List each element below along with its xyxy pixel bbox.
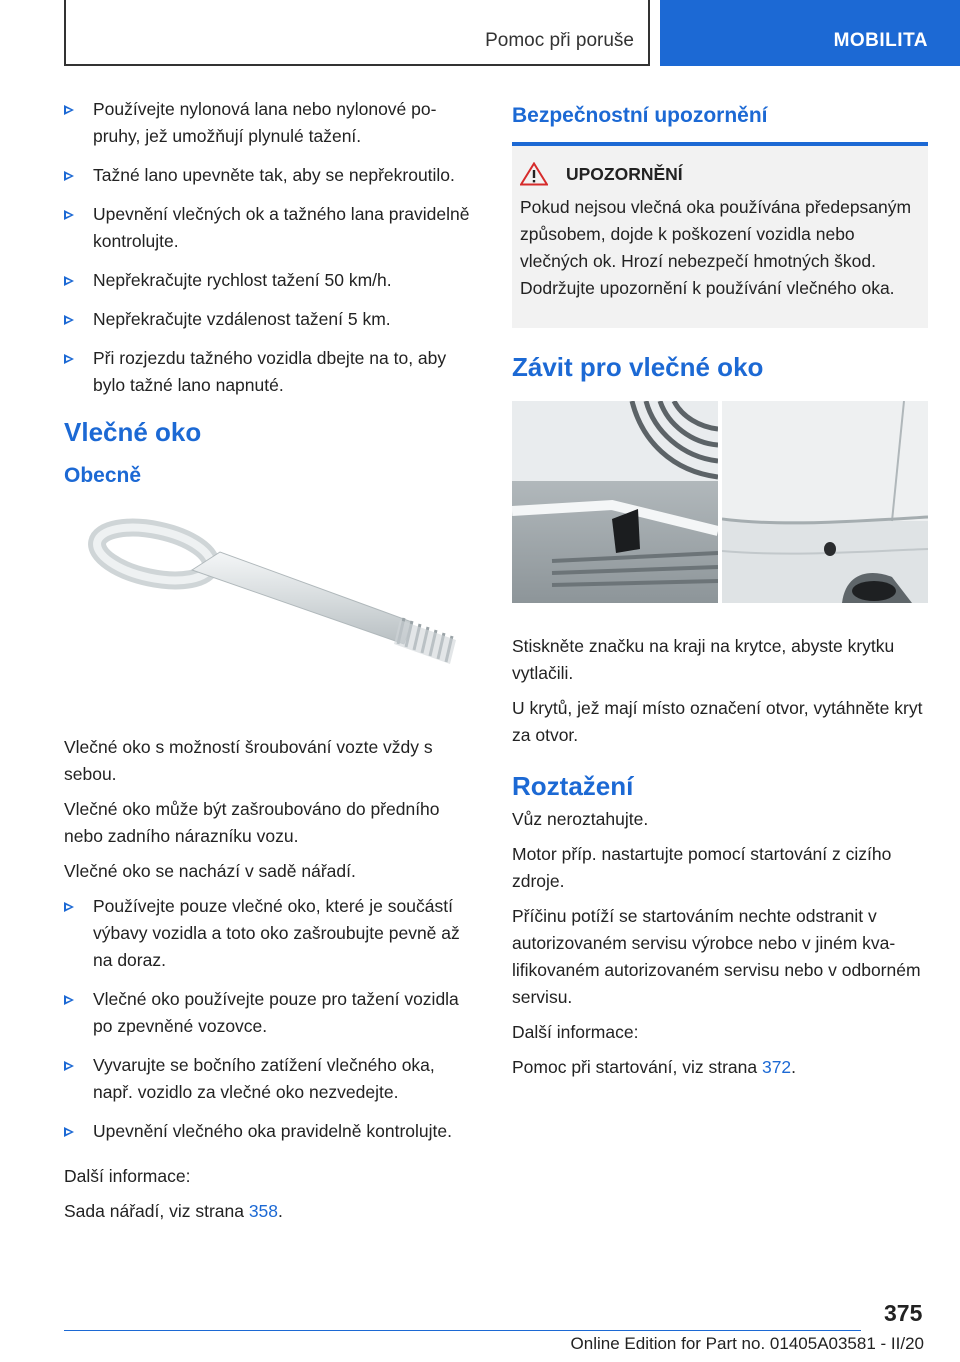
- section-tab: [64, 0, 650, 66]
- section-heading: Závit pro vlečné oko: [512, 352, 764, 382]
- list-item: Tažné lano upevněte tak, aby se nepřekroutilo.: [64, 162, 476, 189]
- list-item: Používejte pouze vlečné oko, které je součástí výbavy vozidla a toto oko zašroubujte pevně až na doraz.: [64, 893, 476, 974]
- triangle-bullet-icon: [64, 171, 74, 181]
- paragraph: Příčinu potíží se startováním nechte odstranit v autorizovaném servisu výrobce nebo v jiném kvalifikovaném autorizovaném servisu nebo v odborném servisu.: [512, 906, 921, 1007]
- bumper-photos: [512, 401, 928, 603]
- warning-box: [512, 146, 928, 328]
- footer-divider: [64, 1330, 861, 1331]
- list-item: Upevnění vlečného oka pravidelně kontrolujte.: [64, 1118, 476, 1145]
- warning-header: [520, 162, 920, 186]
- list-item: Při rozjezdu tažného vozidla dbejte na to, aby bylo tažné lano napnuté.: [64, 345, 476, 399]
- safety-heading: Bezpečnostní upozornění: [512, 104, 928, 146]
- rear-bumper-photo: [722, 401, 928, 603]
- triangle-bullet-icon: [64, 210, 74, 220]
- section-heading: Roztažení: [512, 771, 634, 801]
- more-info-label: Další informace:: [512, 1022, 639, 1042]
- list-item: Nepřekračujte vzdálenost tažení 5 km.: [64, 306, 476, 333]
- paragraph: Vůz neroztahujte.: [512, 809, 649, 829]
- warning-label: UPOZORNĚNÍ: [566, 163, 683, 184]
- paragraph: Vlečné oko s možností šroubování vozte vždy s sebou.: [64, 737, 433, 784]
- chapter-title: MOBILITA: [833, 30, 928, 51]
- triangle-bullet-icon: [64, 995, 74, 1005]
- warning-triangle-icon: [520, 162, 548, 186]
- paragraph: Stiskněte značku na kraji na krytce, abyste krytku vytlačili.: [512, 636, 895, 683]
- triangle-bullet-icon: [64, 1127, 74, 1137]
- list-item: Vyvarujte se bočního zatížení vlečného oka, např. vozidlo za vlečné oko nezvedejte.: [64, 1052, 476, 1106]
- page-number: 375: [884, 1300, 923, 1326]
- section-title: Pomoc při poruše: [485, 30, 634, 51]
- paragraph: Motor příp. nastartujte pomocí startování z cizího zdroje.: [512, 844, 892, 891]
- cross-reference: Sada nářadí, viz strana 358.: [64, 1201, 283, 1221]
- list-item: Vlečné oko používejte pouze pro tažení vozidla po zpevněné vozovce.: [64, 986, 476, 1040]
- triangle-bullet-icon: [64, 902, 74, 912]
- paragraph: Vlečné oko může být zašroubováno do předního nebo zadního nárazníku vozu.: [64, 799, 440, 846]
- triangle-bullet-icon: [64, 105, 74, 115]
- paragraph: Vlečné oko se nachází v sadě nářadí.: [64, 861, 356, 881]
- right-column: [512, 96, 928, 1089]
- page-header: [0, 0, 960, 66]
- front-bumper-photo: [512, 401, 718, 603]
- warning-text: Pokud nejsou vlečná oka používána předepsaným způsobem, dojde k poškození vozidla nebo vlečných ok. Hrozí nebezpečí hmotných škod. Dodržujte upozornění k používání vlečného oka.: [520, 197, 912, 298]
- triangle-bullet-icon: [64, 315, 74, 325]
- paragraph: U krytů, jež mají místo označení otvor, vytáhněte kryt za otvor.: [512, 698, 923, 745]
- list-item: Používejte nylonová lana nebo nylonové popruhy, jež umožňují plynulé tažení.: [64, 96, 476, 150]
- more-info-label: Další informace:: [64, 1166, 191, 1186]
- left-column: [64, 96, 476, 1233]
- footer-edition: Online Edition for Part no. 01405A03581 - II/20: [570, 1334, 924, 1353]
- towing-bullets: [64, 96, 476, 399]
- list-item: Upevnění vlečných ok a tažného lana pravidelně kontrolujte.: [64, 201, 476, 255]
- cross-reference: Pomoc při startování, viz strana 372.: [512, 1057, 797, 1077]
- triangle-bullet-icon: [64, 354, 74, 364]
- triangle-bullet-icon: [64, 276, 74, 286]
- subsection-heading: Obecně: [64, 464, 142, 487]
- section-heading: Vlečné oko: [64, 417, 202, 447]
- triangle-bullet-icon: [64, 1061, 74, 1071]
- list-item: Nepřekračujte rychlost tažení 50 km/h.: [64, 267, 476, 294]
- towing-eye-bullets: [64, 893, 476, 1145]
- towing-eye-illustration: [64, 514, 476, 714]
- page-link[interactable]: 372: [761, 1057, 792, 1077]
- page-link[interactable]: 358: [248, 1201, 279, 1221]
- chapter-tab: [660, 0, 960, 66]
